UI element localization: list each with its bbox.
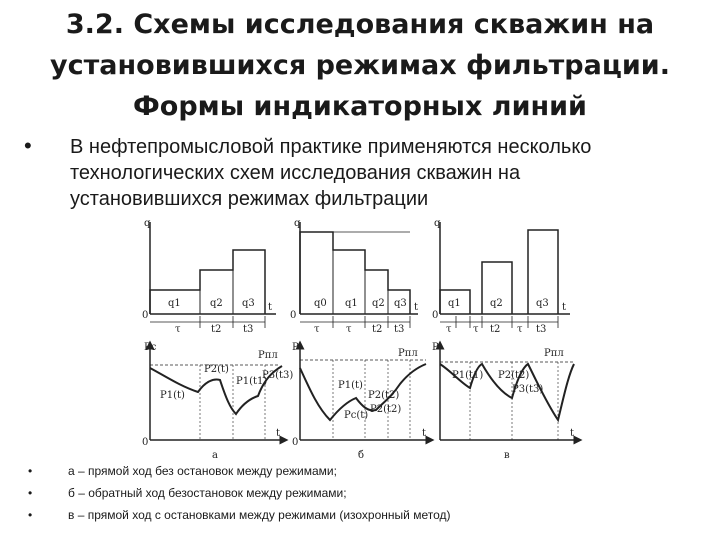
diagram-b-t3: t3 — [394, 324, 405, 335]
diagram-a-p2t: P2(t) — [204, 364, 229, 375]
diagram-c-q-label: q — [434, 218, 441, 229]
intro-line-3: установившихся режимах фильтрации — [70, 188, 429, 210]
diagram-c-p1t1: P1(t1) — [452, 370, 484, 381]
note-item — [28, 482, 708, 504]
diagram-b-t0: τ — [314, 324, 320, 335]
diagram-c-q2: q2 — [490, 298, 503, 309]
diagram-b-q1: q1 — [345, 298, 358, 309]
diagram-a-letter: а — [212, 450, 218, 461]
note-item — [28, 460, 708, 482]
diagram-c-rate-chart — [440, 222, 570, 328]
diagram-b-p2t2-b: P2(t2) — [370, 404, 402, 415]
diagram-b-p1t: P1(t) — [338, 380, 363, 391]
diagram-b-origin: 0 — [290, 310, 297, 321]
note-bullet: • — [28, 508, 33, 522]
diagram-b-ppl: Pпл — [398, 348, 418, 359]
diagram-a-t-label: t — [268, 302, 273, 313]
diagram-c-t-d: τ — [517, 324, 523, 335]
diagram-a-p1t1: P1(t1) — [236, 376, 268, 387]
note-bullet: • — [28, 464, 33, 478]
diagram-b-t1: τ — [346, 324, 352, 335]
diagram-a-t1: τ — [175, 324, 181, 335]
diagram-c-ppl: Pпл — [544, 348, 564, 359]
diagram-b-q3: q3 — [394, 298, 407, 309]
diagram-a-ppl: Pпл — [258, 350, 278, 361]
diagram-b-pct: Pc(t) — [344, 410, 369, 421]
diagram-c-t-b: τ — [473, 324, 479, 335]
note-text: б – обратный ход безостановок между режимами; — [68, 486, 347, 500]
diagram-a-origin: 0 — [142, 310, 149, 321]
note-bullet: • — [28, 486, 33, 500]
diagram-a-p-t-label: t — [276, 428, 281, 439]
diagram-b-p-t-label: t — [422, 428, 427, 439]
diagram-b-letter: б — [358, 450, 365, 461]
intro-line-2: технологических схем исследования скважин на — [70, 162, 521, 184]
diagram-a-q-label: q — [144, 218, 151, 229]
diagram-c-p3t3: P3(t3) — [512, 384, 544, 395]
diagram-b-t-label: t — [414, 302, 419, 313]
diagram-b-rate-chart — [300, 222, 418, 328]
diagram-a-p-origin: 0 — [142, 437, 149, 448]
diagram-b-q-label: q — [294, 218, 301, 229]
diagram-c-t-a: τ — [446, 324, 452, 335]
diagram-c — [432, 218, 578, 461]
diagram-a-q3: q3 — [242, 298, 255, 309]
legend-notes — [28, 460, 708, 526]
diagram-c-p2t2: P2(t2) — [498, 370, 530, 381]
diagram-c-origin: 0 — [432, 310, 439, 321]
intro-line-1: В нефтепромысловой практике применяются несколько — [70, 136, 592, 158]
diagram-c-t-e: t3 — [536, 324, 547, 335]
diagram-b — [290, 218, 430, 461]
diagram-c-p-t-label: t — [570, 428, 575, 439]
diagram-a-p3t3: P3(t3) — [262, 370, 294, 381]
diagram-c-p-label: P — [432, 342, 439, 353]
diagram-b-p2t2: P2(t2) — [368, 390, 400, 401]
intro-bullet: • — [24, 133, 32, 158]
diagram-b-p-label: P — [292, 342, 299, 353]
diagram-b-q0: q0 — [314, 298, 327, 309]
diagram-c-letter: в — [504, 450, 510, 461]
title-line-2: установившихся режимах фильтрации. — [50, 50, 670, 81]
diagram-b-t2: t2 — [372, 324, 383, 335]
diagram-a-p-label: Pc — [144, 342, 157, 353]
diagram-c-t-label: t — [562, 302, 567, 313]
diagram-a-q1: q1 — [168, 298, 181, 309]
diagram-b-p-origin: 0 — [292, 437, 299, 448]
diagram-a — [142, 218, 293, 461]
diagram-a-t3: t3 — [243, 324, 254, 335]
diagram-b-pressure-chart — [300, 345, 430, 440]
title-line-1: 3.2. Схемы исследования скважин на — [65, 9, 655, 40]
diagram-c-t-c: t2 — [490, 324, 501, 335]
diagram-a-p1t: P1(t) — [160, 390, 185, 401]
diagram-c-q1: q1 — [448, 298, 461, 309]
diagram-c-pressure-chart — [440, 345, 578, 440]
title-line-3: Формы индикаторных линий — [133, 91, 587, 122]
note-text: в – прямой ход с остановками между режимами (изохронный метод) — [68, 508, 451, 522]
diagram-a-rate-chart — [150, 222, 276, 328]
note-item — [28, 504, 708, 526]
diagram-a-t2: t2 — [211, 324, 222, 335]
note-text: а – прямой ход без остановок между режимами; — [68, 464, 337, 478]
diagram-b-q2: q2 — [372, 298, 385, 309]
diagram-a-q2: q2 — [210, 298, 223, 309]
diagram-c-q3: q3 — [536, 298, 549, 309]
